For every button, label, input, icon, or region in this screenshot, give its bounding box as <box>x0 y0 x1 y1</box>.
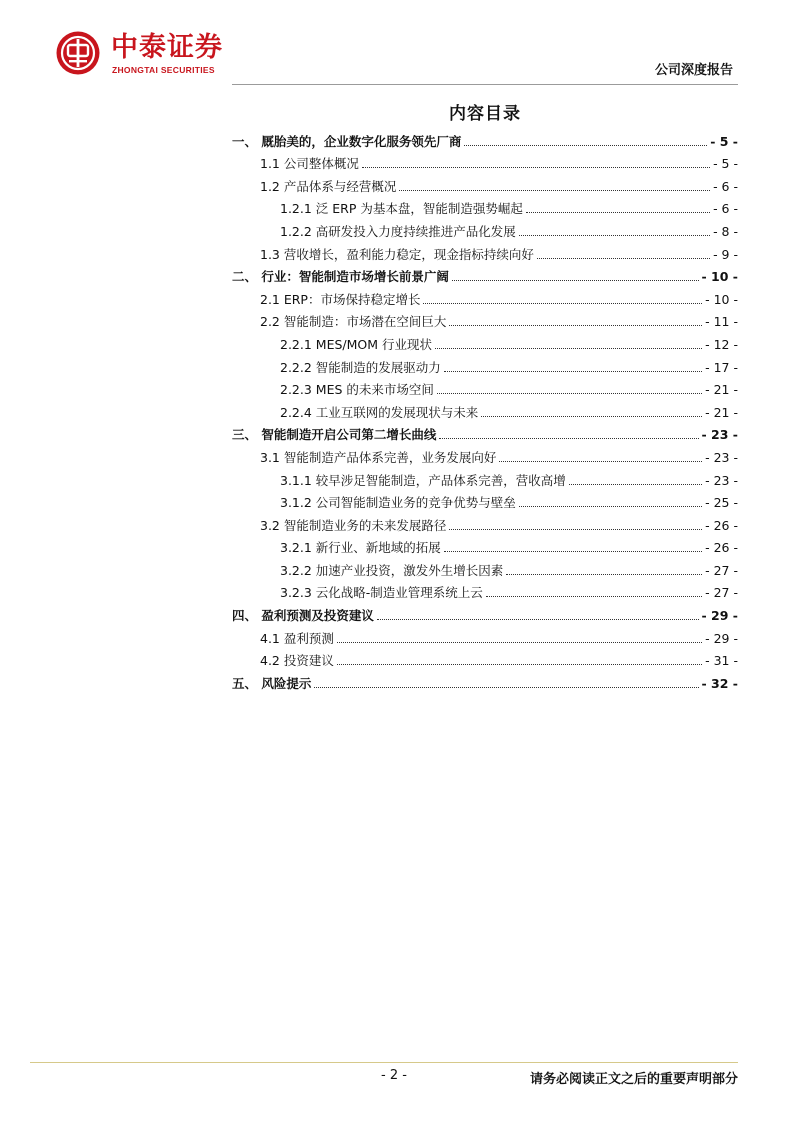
toc-entry-title: 3.1 智能制造产品体系完善，业务发展向好 <box>260 449 497 465</box>
toc-entry-page: - 11 - <box>705 314 738 330</box>
zhongtai-logo-icon <box>55 30 101 76</box>
toc-entry[interactable] <box>232 240 738 263</box>
toc-entry-title: 五、 风险提示 <box>232 675 312 691</box>
toc-entry[interactable] <box>232 443 738 466</box>
toc-entry-page: - 5 - <box>710 133 738 149</box>
toc-entry-page: - 21 - <box>705 404 738 420</box>
toc-entry-title: 1.2 产品体系与经营概况 <box>260 178 397 194</box>
toc-dot-leader <box>526 212 710 213</box>
toc-entry-title: 二、 行业：智能制造市场增长前景广阔 <box>232 269 449 285</box>
toc-entry[interactable] <box>232 601 738 624</box>
toc-entry[interactable] <box>232 330 738 353</box>
report-type-label: 公司深度报告 <box>654 63 733 78</box>
toc-entry-page: - 23 - <box>705 472 738 488</box>
toc-entry-page: - 31 - <box>705 653 738 669</box>
toc-entry-page: - 29 - <box>701 608 738 624</box>
toc-dot-leader <box>449 325 702 326</box>
toc-entry[interactable] <box>232 150 738 173</box>
toc-entry[interactable] <box>232 217 738 240</box>
toc-entry-page: - 9 - <box>713 246 738 262</box>
toc-entry-page: - 26 - <box>705 540 738 556</box>
toc-dot-leader <box>437 393 702 394</box>
table-of-contents <box>232 127 738 692</box>
toc-dot-leader <box>314 687 698 688</box>
toc-dot-leader <box>519 235 710 236</box>
toc-entry-page: - 25 - <box>705 495 738 511</box>
page-number: - 2 - <box>381 1068 407 1083</box>
toc-entry-page: - 12 - <box>705 336 738 352</box>
toc-entry-page: - 8 - <box>713 223 738 239</box>
toc-dot-leader <box>569 484 702 485</box>
toc-entry[interactable] <box>232 421 738 444</box>
toc-entry-title: 3.2.2 加速产业投资，激发外生增长因素 <box>280 562 504 578</box>
toc-entry-title: 1.3 营收增长，盈利能力稳定，现金指标持续向好 <box>260 246 534 262</box>
toc-entry[interactable] <box>232 489 738 512</box>
toc-entry-page: - 29 - <box>705 630 738 646</box>
toc-dot-leader <box>519 506 702 507</box>
header-divider <box>232 84 738 85</box>
toc-entry-title: 3.2.3 云化战略-制造业管理系统上云 <box>280 585 483 601</box>
toc-entry[interactable] <box>232 353 738 376</box>
toc-entry[interactable] <box>232 172 738 195</box>
toc-entry-title: 1.2.1 泛 ERP 为基本盘，智能制造强势崛起 <box>280 201 523 217</box>
toc-entry[interactable] <box>232 285 738 308</box>
toc-entry-page: - 23 - <box>705 449 738 465</box>
toc-title: 内容目录 <box>449 104 521 124</box>
toc-entry-page: - 23 - <box>701 427 738 443</box>
toc-entry-page: - 32 - <box>701 675 738 691</box>
toc-dot-leader <box>377 619 699 620</box>
toc-entry[interactable] <box>232 308 738 331</box>
toc-entry[interactable] <box>232 624 738 647</box>
toc-entry[interactable] <box>232 647 738 670</box>
toc-entry-title: 2.2.1 MES/MOM 行业现状 <box>280 336 432 352</box>
toc-entry[interactable] <box>232 669 738 692</box>
toc-entry[interactable] <box>232 534 738 557</box>
toc-dot-leader <box>486 596 702 597</box>
toc-entry-title: 1.2.2 高研发投入力度持续推进产品化发展 <box>280 223 516 239</box>
toc-entry-page: - 27 - <box>705 585 738 601</box>
toc-entry-title: 1.1 公司整体概况 <box>260 156 359 172</box>
toc-entry-title: 4.2 投资建议 <box>260 653 334 669</box>
toc-dot-leader <box>481 416 702 417</box>
toc-entry-page: - 27 - <box>705 562 738 578</box>
toc-entry[interactable] <box>232 376 738 399</box>
toc-dot-leader <box>439 438 698 439</box>
toc-entry[interactable] <box>232 398 738 421</box>
toc-dot-leader <box>444 371 702 372</box>
toc-dot-leader <box>399 190 710 191</box>
toc-entry-title: 2.2.4 工业互联网的发展现状与未来 <box>280 404 479 420</box>
toc-entry-title: 3.1.2 公司智能制造业务的竞争优势与壁垒 <box>280 495 516 511</box>
toc-entry-title: 2.2 智能制造：市场潜在空间巨大 <box>260 314 447 330</box>
toc-dot-leader <box>537 258 710 259</box>
toc-dot-leader <box>449 529 702 530</box>
toc-entry-page: - 10 - <box>701 269 738 285</box>
toc-entry-title: 一、 厩胎美的，企业数字化服务领先厂商 <box>232 133 462 149</box>
toc-entry-page: - 6 - <box>713 201 738 217</box>
toc-entry[interactable] <box>232 511 738 534</box>
toc-entry[interactable] <box>232 127 738 150</box>
toc-entry-title: 2.2.3 MES 的未来市场空间 <box>280 382 434 398</box>
toc-dot-leader <box>435 348 702 349</box>
footer-disclaimer: 请务必阅读正文之后的重要声明部分 <box>529 1072 738 1087</box>
toc-dot-leader <box>337 642 702 643</box>
logo-english-name: ZHONGTAI SECURITIES <box>112 65 215 75</box>
toc-entry-page: - 5 - <box>713 156 738 172</box>
toc-entry-title: 四、 盈利预测及投资建议 <box>232 608 374 624</box>
toc-entry-page: - 10 - <box>705 291 738 307</box>
toc-entry-title: 3.2 智能制造业务的未来发展路径 <box>260 517 447 533</box>
toc-dot-leader <box>499 461 702 462</box>
toc-entry-page: - 6 - <box>713 178 738 194</box>
toc-entry-title: 3.1.1 较早涉足智能制造，产品体系完善，营收高增 <box>280 472 566 488</box>
toc-entry[interactable] <box>232 579 738 602</box>
toc-dot-leader <box>506 574 702 575</box>
toc-entry[interactable] <box>232 263 738 286</box>
toc-entry-title: 2.1 ERP：市场保持稳定增长 <box>260 291 421 307</box>
toc-entry-title: 2.2.2 智能制造的发展驱动力 <box>280 359 441 375</box>
footer-divider <box>30 1062 738 1063</box>
toc-entry[interactable] <box>232 466 738 489</box>
toc-entry[interactable] <box>232 556 738 579</box>
toc-entry-title: 三、 智能制造开启公司第二增长曲线 <box>232 427 437 443</box>
toc-dot-leader <box>452 280 699 281</box>
toc-dot-leader <box>337 664 702 665</box>
toc-entry-page: - 26 - <box>705 517 738 533</box>
toc-entry-title: 4.1 盈利预测 <box>260 630 334 646</box>
toc-dot-leader <box>423 303 702 304</box>
toc-entry[interactable] <box>232 195 738 218</box>
company-logo <box>55 30 245 80</box>
toc-dot-leader <box>444 551 702 552</box>
toc-entry-title: 3.2.1 新行业、新地域的拓展 <box>280 540 441 556</box>
toc-dot-leader <box>464 145 707 146</box>
logo-chinese-name: 中泰证券 <box>111 32 223 63</box>
toc-dot-leader <box>362 167 710 168</box>
toc-entry-page: - 21 - <box>705 382 738 398</box>
toc-entry-page: - 17 - <box>705 359 738 375</box>
